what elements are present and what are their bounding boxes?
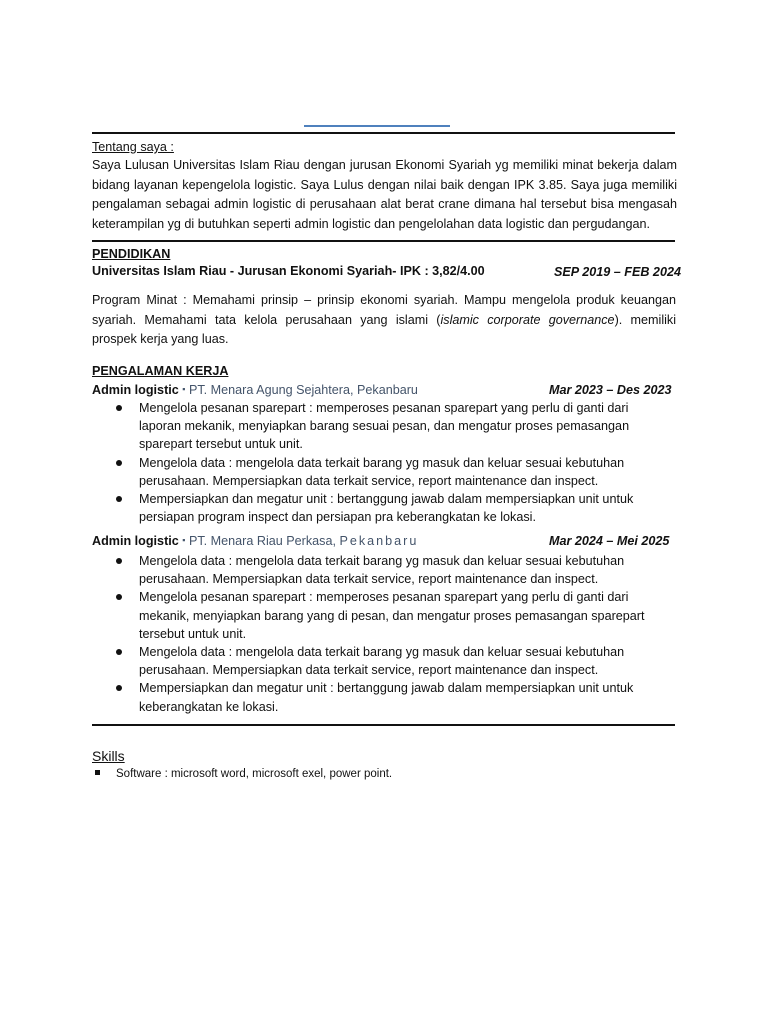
divider-top [92, 132, 675, 134]
about-label: Tentang saya : [92, 140, 174, 154]
list-item [116, 552, 676, 588]
education-program [92, 291, 676, 350]
list-item-line: Mempersiapkan dan megatur unit : bertanggung jawab dalam mempersiapkan unit untuk [139, 492, 634, 507]
list-item-line: sparepart tersebut untuk unit. [139, 437, 303, 452]
education-heading: PENDIDIKAN [92, 247, 171, 261]
job-company-city: Pekanbaru [339, 534, 419, 548]
list-item [116, 679, 676, 715]
list-item-line: Mengelola data : mengelola data terkait barang yg masuk dan keluar sesuai kebutuhan [139, 455, 625, 470]
program-text: ). memiliki [614, 312, 677, 327]
job-title: Admin logistic [92, 383, 179, 397]
bullet-icon [116, 594, 122, 600]
bullet-icon [116, 496, 122, 502]
about-body [92, 156, 677, 234]
program-line [92, 311, 676, 331]
education-dates: SEP 2019 – FEB 2024 [554, 265, 681, 279]
bullet-icon [116, 685, 122, 691]
list-item [116, 454, 676, 490]
program-text: syariah. Memahami tata kelola perusahaan yang islami ( [92, 312, 441, 327]
program-line: Program Minat : Memahami prinsip – prinsip ekonomi syariah. Mampu mengelola produk keuangan [92, 293, 676, 307]
list-item-line: Mengelola data : mengelola data terkait barang yg masuk dan keluar sesuai kebutuhan [139, 554, 625, 568]
divider-bottom [92, 724, 675, 726]
list-item-line: laporan mekanik, menyiapkan barang sesuai pesan, dan mengatur proses pemasangan [139, 419, 630, 434]
list-item-line: Mengelola pesanan sparepart : memperoses pesanan sparepart yang perlu di ganti dari [139, 401, 629, 415]
job-company: PT. Menara Riau Perkasa, [188, 534, 340, 548]
education-institution: Universitas Islam Riau - Jurusan Ekonomi Syariah- IPK : 3,82/4.00 [92, 264, 485, 278]
list-item-line: Mengelola pesanan sparepart : memperoses pesanan sparepart yang perlu di ganti dari [139, 590, 629, 605]
experience-heading: PENGALAMAN KERJA [92, 364, 229, 378]
job-dates: Mar 2023 – Des 2023 [549, 383, 672, 397]
about-line: bidang layanan kepengelola logistic. Saya Lulus dengan nilai baik dengan IPK 3.85. Saya juga memiliki [92, 177, 677, 192]
separator-icon: ▪ [182, 384, 186, 394]
divider-education [92, 240, 675, 242]
job-header [92, 380, 418, 401]
program-italic: islamic corporate governance [440, 312, 615, 327]
list-item [116, 490, 676, 526]
program-line: prospek kerja yang luas. [92, 332, 229, 346]
about-line: keterampilan yg di butuhkan seperti admin logistic dan pengelolahan data logistic dan pergudangan. [92, 216, 651, 231]
list-item-line: Mempersiapkan dan megatur unit : bertanggung jawab dalam mempersiapkan unit untuk [139, 681, 634, 696]
separator-icon: ▪ [182, 535, 186, 545]
list-item-line: perusahaan. Mempersiapkan data terkait service, report maintenance dan inspect. [139, 572, 599, 587]
about-line: pengalaman sebagai admin logistic di perusahaan alat berat crane dimana hal tersebut bisa mengasah [92, 197, 677, 211]
hyperlink-underline[interactable] [304, 125, 450, 127]
job-company: PT. Menara Agung Sejahtera, Pekanbaru [188, 383, 418, 397]
job-bullets [116, 399, 676, 526]
list-item [116, 643, 676, 679]
about-line: Saya Lulusan Universitas Islam Riau dengan jurusan Ekonomi Syariah yg memiliki minat bekerja dalam [92, 158, 677, 172]
list-item-line: perusahaan. Mempersiapkan data terkait service, report maintenance dan inspect. [139, 663, 599, 678]
bullet-icon [116, 460, 122, 466]
skill-item [95, 768, 392, 780]
skill-text: Software : microsoft word, microsoft exel, power point. [116, 768, 393, 780]
list-item-line: tersebut untuk unit. [139, 626, 247, 641]
job-dates: Mar 2024 – Mei 2025 [549, 534, 670, 548]
job-title: Admin logistic [92, 534, 179, 548]
skills-heading: Skills [92, 748, 125, 764]
list-item-line: Mengelola data : mengelola data terkait barang yg masuk dan keluar sesuai kebutuhan [139, 645, 625, 660]
list-item-line: persiapan program inspect dan persiapan pra keberangkatan ke lokasi. [139, 510, 536, 525]
list-item [116, 588, 676, 643]
bullet-icon [116, 558, 122, 564]
list-item-line: mekanik, menyiapkan barang yang di pesan, dan mengatur proses pemasangan sparepart [139, 608, 645, 623]
square-bullet-icon [95, 770, 100, 775]
list-item-line: perusahaan. Mempersiapkan data terkait service, report maintenance dan inspect. [139, 473, 599, 488]
bullet-icon [116, 649, 122, 655]
job-header [92, 531, 418, 552]
bullet-icon [116, 405, 122, 411]
list-item-line: keberangkatan ke lokasi. [139, 699, 279, 714]
list-item [116, 399, 676, 454]
about-section [92, 138, 677, 234]
job-bullets [116, 552, 676, 716]
